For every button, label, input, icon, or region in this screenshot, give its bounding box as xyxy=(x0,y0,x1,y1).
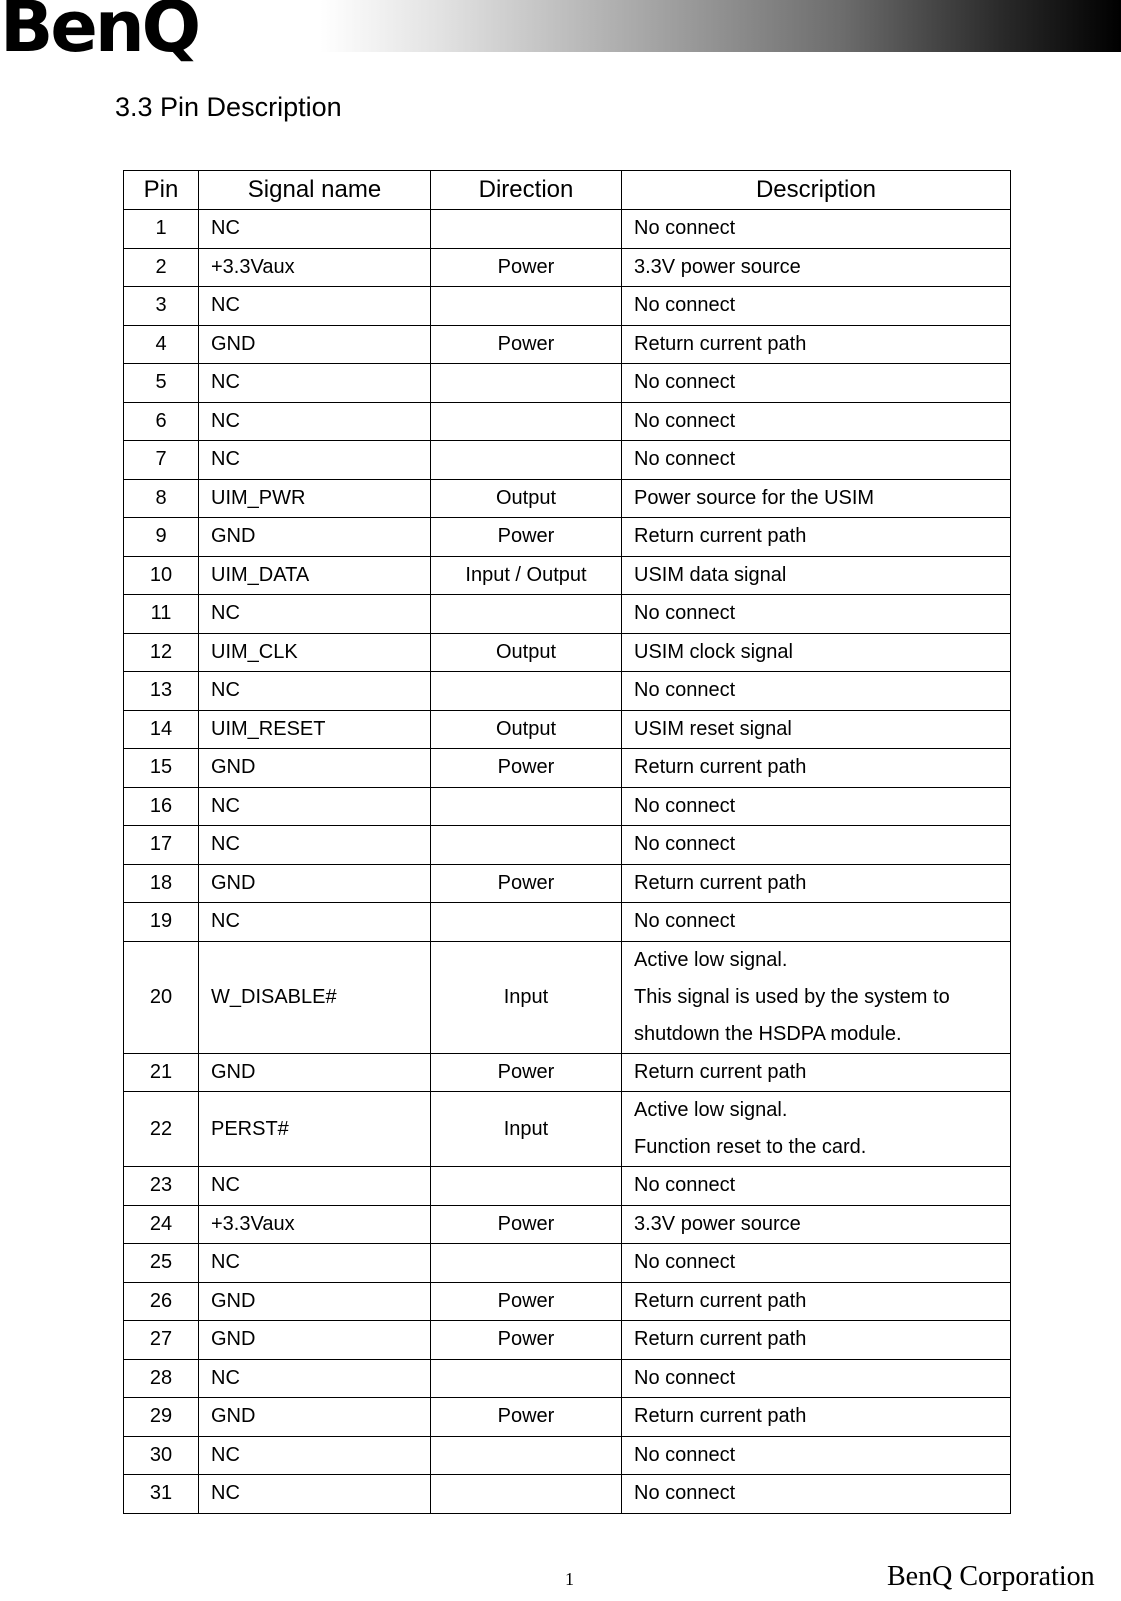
page-number: 1 xyxy=(565,1569,574,1589)
description-line: USIM reset signal xyxy=(634,717,792,740)
signal-name-cell: NC xyxy=(199,1475,431,1514)
table-row xyxy=(124,518,1011,557)
table-row xyxy=(124,1092,1011,1167)
table-header-row xyxy=(124,171,1011,210)
table-row xyxy=(124,1321,1011,1360)
direction-cell xyxy=(431,441,622,480)
description-line: shutdown the HSDPA module. xyxy=(634,1022,902,1045)
direction-cell xyxy=(431,364,622,403)
signal-name-cell: GND xyxy=(199,1053,431,1092)
signal-name-cell: +3.3Vaux xyxy=(199,248,431,287)
description-line: No connect xyxy=(634,217,736,240)
pin-cell: 26 xyxy=(124,1282,199,1321)
section-title: 3.3 Pin Description xyxy=(115,92,342,122)
description-cell xyxy=(622,672,1011,711)
direction-cell: Power xyxy=(431,1205,622,1244)
signal-name-cell: NC xyxy=(199,903,431,942)
table-row xyxy=(124,826,1011,865)
description-line: No connect xyxy=(634,833,736,856)
description-line: Return current path xyxy=(634,1405,807,1428)
pin-cell: 2 xyxy=(124,248,199,287)
signal-name-cell: NC xyxy=(199,1244,431,1283)
table-row xyxy=(124,749,1011,788)
description-cell xyxy=(622,864,1011,903)
pin-cell: 11 xyxy=(124,595,199,634)
signal-name-cell: NC xyxy=(199,402,431,441)
pin-cell: 18 xyxy=(124,864,199,903)
description-line: Return current path xyxy=(634,525,807,548)
description-line: No connect xyxy=(634,1443,736,1466)
signal-name-cell: NC xyxy=(199,1436,431,1475)
table-row xyxy=(124,441,1011,480)
signal-name-cell: UIM_RESET xyxy=(199,710,431,749)
direction-cell xyxy=(431,1167,622,1206)
pin-cell: 27 xyxy=(124,1321,199,1360)
direction-cell: Input xyxy=(431,941,622,1053)
direction-cell xyxy=(431,402,622,441)
description-line: No connect xyxy=(634,910,736,933)
direction-cell: Power xyxy=(431,325,622,364)
description-cell xyxy=(622,826,1011,865)
description-cell xyxy=(622,325,1011,364)
direction-cell: Output xyxy=(431,479,622,518)
description-cell xyxy=(622,248,1011,287)
description-cell xyxy=(622,1398,1011,1437)
table-row xyxy=(124,210,1011,249)
table-row xyxy=(124,364,1011,403)
description-line: Return current path xyxy=(634,1328,807,1351)
description-line: Active low signal. xyxy=(634,948,788,971)
description-line: 3.3V power source xyxy=(634,1212,801,1235)
pin-cell: 19 xyxy=(124,903,199,942)
direction-cell: Power xyxy=(431,1282,622,1321)
description-cell xyxy=(622,749,1011,788)
description-cell xyxy=(622,479,1011,518)
description-cell xyxy=(622,903,1011,942)
description-cell xyxy=(622,1053,1011,1092)
pin-cell: 12 xyxy=(124,633,199,672)
description-line: 3.3V power source xyxy=(634,255,801,278)
description-line: Return current path xyxy=(634,332,807,355)
signal-name-cell: NC xyxy=(199,595,431,634)
table-row xyxy=(124,595,1011,634)
pin-cell: 6 xyxy=(124,402,199,441)
direction-cell xyxy=(431,672,622,711)
pin-cell: 3 xyxy=(124,287,199,326)
signal-name-cell: NC xyxy=(199,1167,431,1206)
description-line: Return current path xyxy=(634,1289,807,1312)
signal-name-cell: GND xyxy=(199,325,431,364)
description-cell xyxy=(622,633,1011,672)
description-line: Return current path xyxy=(634,871,807,894)
signal-name-cell: NC xyxy=(199,1359,431,1398)
description-cell xyxy=(622,1475,1011,1514)
table-row xyxy=(124,864,1011,903)
direction-cell xyxy=(431,826,622,865)
description-cell xyxy=(622,556,1011,595)
description-cell xyxy=(622,441,1011,480)
table-row xyxy=(124,479,1011,518)
description-line: No connect xyxy=(634,1482,736,1505)
table-row xyxy=(124,1282,1011,1321)
pin-cell: 10 xyxy=(124,556,199,595)
pin-description-table xyxy=(123,170,1011,1514)
description-line: No connect xyxy=(634,294,736,317)
direction-cell: Power xyxy=(431,749,622,788)
description-line: USIM clock signal xyxy=(634,640,793,663)
signal-name-cell: GND xyxy=(199,749,431,788)
pin-cell: 23 xyxy=(124,1167,199,1206)
table-row xyxy=(124,903,1011,942)
pin-cell: 30 xyxy=(124,1436,199,1475)
direction-cell xyxy=(431,595,622,634)
pin-cell: 8 xyxy=(124,479,199,518)
direction-cell: Input xyxy=(431,1092,622,1167)
table-row xyxy=(124,1359,1011,1398)
description-cell xyxy=(622,1436,1011,1475)
signal-name-cell: GND xyxy=(199,864,431,903)
signal-name-cell: NC xyxy=(199,672,431,711)
description-line: No connect xyxy=(634,1251,736,1274)
table-row xyxy=(124,1205,1011,1244)
pin-cell: 28 xyxy=(124,1359,199,1398)
description-cell xyxy=(622,1321,1011,1360)
description-line: No connect xyxy=(634,1366,736,1389)
description-cell xyxy=(622,1167,1011,1206)
pin-cell: 14 xyxy=(124,710,199,749)
table-row xyxy=(124,710,1011,749)
description-cell xyxy=(622,710,1011,749)
description-line: Return current path xyxy=(634,756,807,779)
table-row xyxy=(124,248,1011,287)
pin-cell: 16 xyxy=(124,787,199,826)
signal-name-cell: GND xyxy=(199,1398,431,1437)
direction-cell: Input / Output xyxy=(431,556,622,595)
pin-cell: 4 xyxy=(124,325,199,364)
signal-name-cell: NC xyxy=(199,287,431,326)
description-cell xyxy=(622,402,1011,441)
signal-name-cell: NC xyxy=(199,441,431,480)
signal-name-cell: GND xyxy=(199,518,431,557)
signal-name-cell: NC xyxy=(199,210,431,249)
table-row xyxy=(124,1053,1011,1092)
pin-cell: 24 xyxy=(124,1205,199,1244)
benq-logo: BenQ xyxy=(0,0,199,68)
description-cell xyxy=(622,1359,1011,1398)
column-header-pin: Pin xyxy=(124,171,199,210)
direction-cell xyxy=(431,1244,622,1283)
direction-cell: Power xyxy=(431,1321,622,1360)
pin-cell: 15 xyxy=(124,749,199,788)
pin-cell: 17 xyxy=(124,826,199,865)
pin-cell: 1 xyxy=(124,210,199,249)
description-line: No connect xyxy=(634,371,736,394)
direction-cell: Power xyxy=(431,1398,622,1437)
direction-cell xyxy=(431,1475,622,1514)
signal-name-cell: GND xyxy=(199,1321,431,1360)
table-row xyxy=(124,633,1011,672)
description-line: Active low signal. xyxy=(634,1099,788,1121)
direction-cell: Power xyxy=(431,864,622,903)
signal-name-cell: GND xyxy=(199,1282,431,1321)
pin-cell: 13 xyxy=(124,672,199,711)
signal-name-cell: +3.3Vaux xyxy=(199,1205,431,1244)
direction-cell: Output xyxy=(431,633,622,672)
direction-cell: Power xyxy=(431,1053,622,1092)
description-cell xyxy=(622,941,1011,1053)
table-row xyxy=(124,1244,1011,1283)
description-line: This signal is used by the system to xyxy=(634,985,950,1008)
description-line: No connect xyxy=(634,448,736,471)
column-header-description: Description xyxy=(622,171,1011,210)
description-cell xyxy=(622,1205,1011,1244)
table-row xyxy=(124,672,1011,711)
description-cell xyxy=(622,595,1011,634)
signal-name-cell: UIM_DATA xyxy=(199,556,431,595)
description-cell xyxy=(622,210,1011,249)
description-cell xyxy=(622,518,1011,557)
description-line: Power source for the USIM xyxy=(634,486,875,509)
table-row xyxy=(124,1398,1011,1437)
pin-cell: 31 xyxy=(124,1475,199,1514)
description-line: No connect xyxy=(634,794,736,817)
company-name: BenQ Corporation xyxy=(887,1561,1095,1592)
description-line: USIM data signal xyxy=(634,563,787,586)
direction-cell: Power xyxy=(431,248,622,287)
table-row xyxy=(124,787,1011,826)
header-gradient-bar xyxy=(320,0,1121,52)
direction-cell: Output xyxy=(431,710,622,749)
pin-cell: 9 xyxy=(124,518,199,557)
pin-cell: 20 xyxy=(124,941,199,1053)
pin-cell: 22 xyxy=(124,1092,199,1167)
signal-name-cell: NC xyxy=(199,364,431,403)
page-header xyxy=(0,0,1121,68)
table-row xyxy=(124,402,1011,441)
description-cell xyxy=(622,287,1011,326)
table-row xyxy=(124,1475,1011,1514)
table-row xyxy=(124,1436,1011,1475)
description-line: No connect xyxy=(634,1174,736,1197)
direction-cell xyxy=(431,787,622,826)
signal-name-cell: PERST# xyxy=(199,1092,431,1167)
pin-cell: 21 xyxy=(124,1053,199,1092)
signal-name-cell: UIM_PWR xyxy=(199,479,431,518)
direction-cell xyxy=(431,1436,622,1475)
description-cell xyxy=(622,787,1011,826)
description-cell xyxy=(622,364,1011,403)
table-row xyxy=(124,1167,1011,1206)
pin-cell: 25 xyxy=(124,1244,199,1283)
signal-name-cell: UIM_CLK xyxy=(199,633,431,672)
table-row xyxy=(124,556,1011,595)
pin-cell: 7 xyxy=(124,441,199,480)
direction-cell xyxy=(431,210,622,249)
pin-cell: 29 xyxy=(124,1398,199,1437)
description-line: No connect xyxy=(634,679,736,702)
table-row xyxy=(124,941,1011,1053)
description-line: Function reset to the card. xyxy=(634,1136,867,1158)
description-cell xyxy=(622,1092,1011,1167)
pin-cell: 5 xyxy=(124,364,199,403)
direction-cell: Power xyxy=(431,518,622,557)
signal-name-cell: W_DISABLE# xyxy=(199,941,431,1053)
description-cell xyxy=(622,1244,1011,1283)
direction-cell xyxy=(431,1359,622,1398)
description-line: Return current path xyxy=(634,1060,807,1083)
description-line: No connect xyxy=(634,602,736,625)
column-header-direction: Direction xyxy=(431,171,622,210)
signal-name-cell: NC xyxy=(199,787,431,826)
description-line: No connect xyxy=(634,409,736,432)
table-row xyxy=(124,287,1011,326)
signal-name-cell: NC xyxy=(199,826,431,865)
direction-cell xyxy=(431,903,622,942)
description-cell xyxy=(622,1282,1011,1321)
direction-cell xyxy=(431,287,622,326)
column-header-signal-name: Signal name xyxy=(199,171,431,210)
table-row xyxy=(124,325,1011,364)
